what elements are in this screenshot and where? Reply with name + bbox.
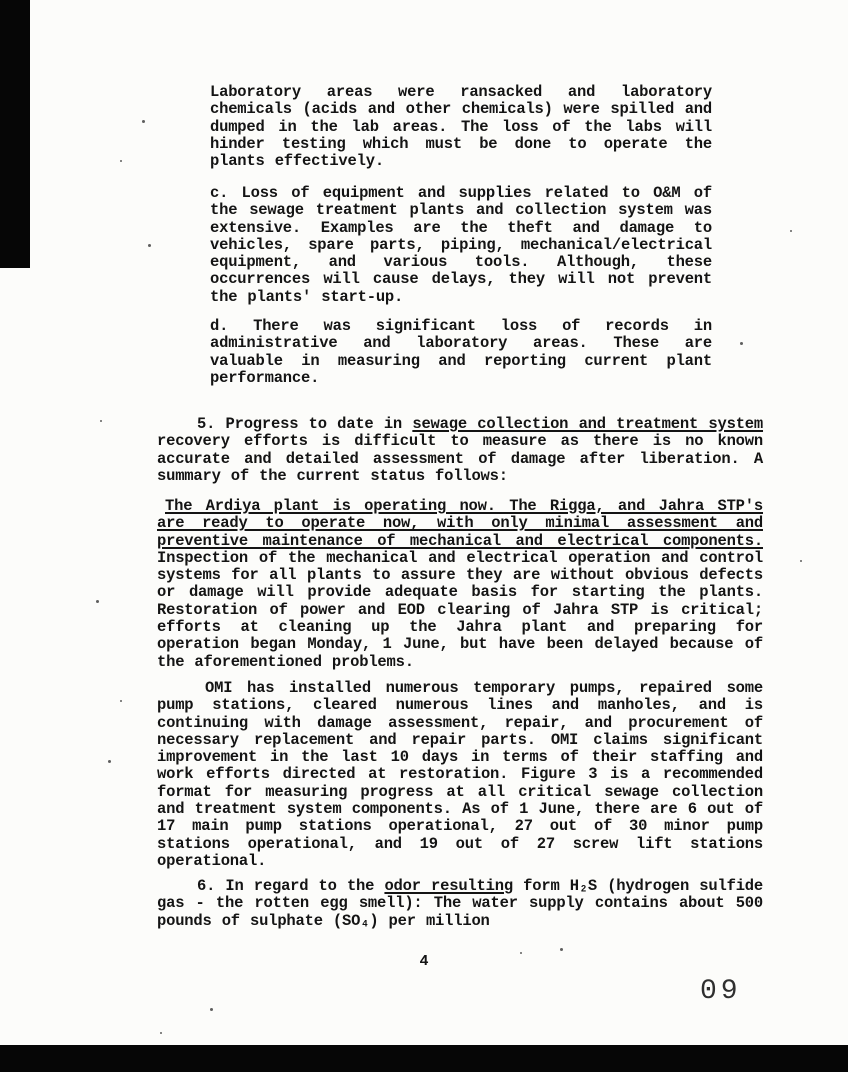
scan-speckle bbox=[560, 948, 563, 951]
scan-artifact-left-bar bbox=[0, 0, 30, 268]
scan-speckle bbox=[100, 420, 102, 422]
text-segment: OMI has installed numerous temporary pumps, repaired some pump stations, cleared numerous lines and manholes, and is continuing with damage assessment, repair, and procurement of necessary replacement and repair parts. OMI claims significant improvement in the last 10 days in terms of their staffing and work efforts directed at restoration. Figure 3 is a recommended format for measuring progress at all critical sewage collection and treatment system components. As of 1 June, there are 6 out of 17 main pump stations operational, 27 out of 30 minor pump stations operational, and 19 out of 27 screw lift stations operational. bbox=[157, 679, 763, 870]
paragraph-6 bbox=[157, 878, 763, 930]
scan-speckle bbox=[790, 230, 792, 232]
text-segment: form H₂S (hydrogen sulfide gas - the rotten egg smell): The water supply contains about 500 pounds of sulphate (SO₄) per million bbox=[157, 877, 764, 930]
scan-speckle bbox=[800, 560, 802, 562]
text-segment: recovery efforts is difficult to measure as there is no known accurate and detailed assessment of damage after liberation. A summary of the current status follows: bbox=[157, 432, 763, 485]
scan-speckle bbox=[740, 342, 743, 345]
paragraph-item-c bbox=[210, 185, 712, 306]
scan-speckle bbox=[210, 1008, 213, 1011]
underlined-text-segment: sewage collection and treatment system bbox=[412, 415, 764, 433]
paragraph-ardiya-status bbox=[157, 498, 763, 671]
scan-speckle bbox=[142, 120, 145, 123]
scan-speckle bbox=[120, 160, 122, 162]
scan-speckle bbox=[96, 600, 99, 603]
scan-speckle bbox=[120, 700, 122, 702]
stamp-number: 09 bbox=[700, 976, 742, 1007]
text-segment: 6. In regard to the bbox=[197, 877, 385, 895]
text-segment: d. There was significant loss of records in administrative and laboratory areas. These are valuable in measuring and reporting current plant performance. bbox=[210, 317, 712, 387]
page-number: 4 bbox=[419, 953, 429, 970]
text-segment: 5. Progress to date in bbox=[197, 415, 413, 433]
scan-artifact-bottom-bar bbox=[0, 1045, 848, 1072]
paragraph-item-b-continued bbox=[210, 84, 712, 170]
text-segment: Inspection of the mechanical and electrical operation and control systems for all plants to assure they are without obvious defects or damage will provide adequate basis for starting the plants. Restoration of power and EOD clearing of Jahra STP is critical; efforts at cleaning up the Jahra plant and preparing for operation began Monday, 1 June, but have been delayed because of the aforementioned problems. bbox=[157, 548, 763, 671]
paragraph-item-d bbox=[210, 318, 712, 387]
paragraph-omi bbox=[157, 680, 763, 870]
paragraph-5 bbox=[157, 416, 763, 485]
text-segment: c. Loss of equipment and supplies related to O&M of the sewage treatment plants and collection system was extensive. Examples are the theft and damage to vehicles, spare parts, piping, mechanical/electrical equipment, and various tools. Although, these occurrences will cause delays, they will not prevent the plants' start-up. bbox=[210, 184, 712, 306]
text-segment: Laboratory areas were ransacked and laboratory chemicals (acids and other chemicals) were spilled and dumped in the lab areas. The loss of the labs will hinder testing which must be done to operate the plants effectively. bbox=[210, 83, 712, 171]
scan-speckle bbox=[148, 244, 151, 247]
underlined-text-segment: The Ardiya plant is operating now. The Rigga, and Jahra STP's are ready to operate now, with only minimal assessment and preventive maintenance of mechanical and electrical components. bbox=[157, 497, 763, 550]
underlined-text-segment: odor resulting bbox=[384, 877, 513, 895]
scan-speckle bbox=[108, 760, 111, 763]
scan-speckle bbox=[160, 1032, 162, 1034]
